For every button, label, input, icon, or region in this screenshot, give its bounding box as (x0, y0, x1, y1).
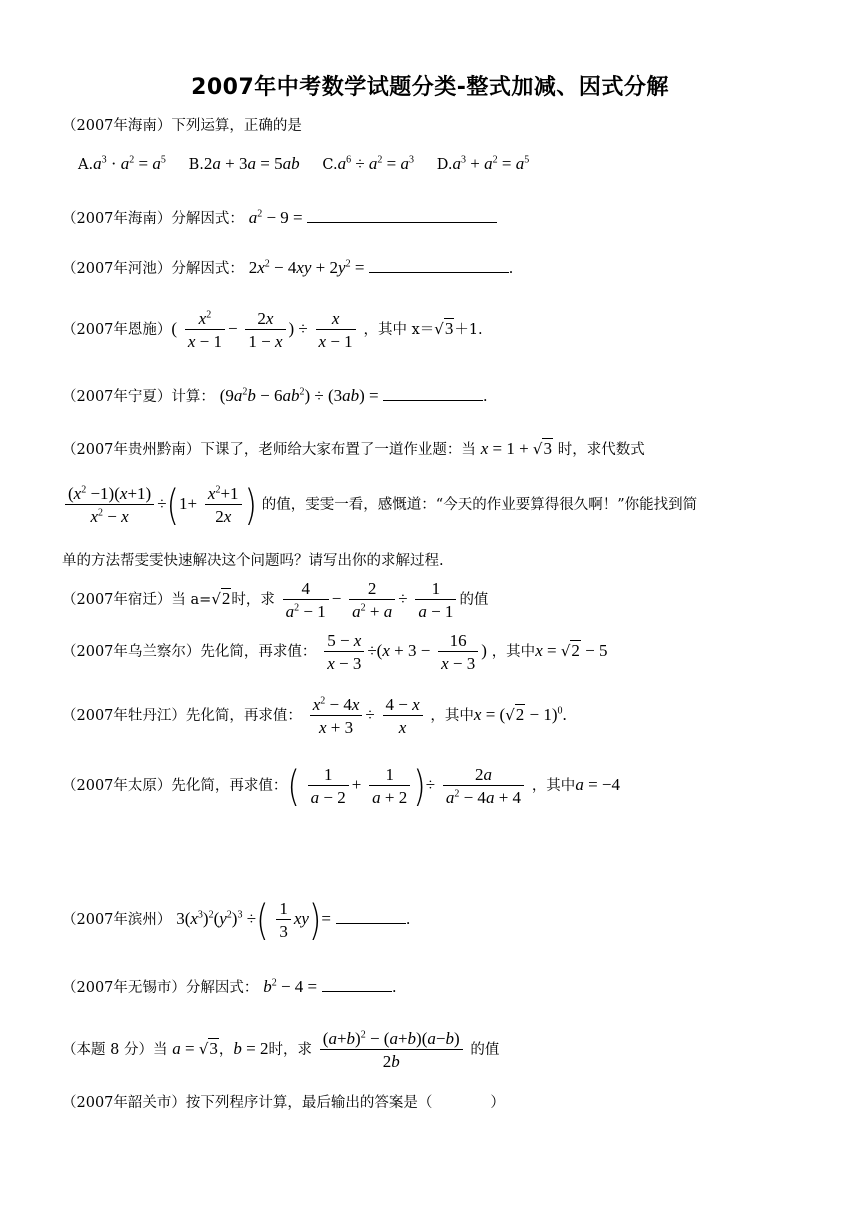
problem-3: （2007年河池）分解因式： $2x^2 - 4xy + 2y^2$ = . (62, 258, 514, 277)
answer-blank[interactable] (383, 386, 483, 401)
answer-blank[interactable] (307, 208, 497, 223)
problem-12: （2007年无锡市）分解因式： $b^2 - 4$ = . (62, 977, 397, 996)
problem-13: （本题 8 分）当 a = √3，b = 2时，求 $\frac{(a+b)^2 - (a+b)(a-b)}{2b}$ 的值 (62, 1029, 500, 1071)
page-title: 2007年中考数学试题分类-整式加减、因式分解 (191, 75, 669, 100)
problem-8: （2007年乌兰察尔）先化简，再求值： $\frac{5 - x}{x - 3}$ ÷(x + 3 − $\frac{16}{x - 3}$ ) ，其中x = √2 − 5 (62, 631, 608, 673)
problem-1-options (78, 155, 802, 173)
option-b: B.2a + 3a = 5ab (188, 154, 300, 173)
answer-blank[interactable] (336, 909, 406, 924)
problem-6-line3: 单的方法帮雯雯快速解决这个问题吗？请写出你的求解过程. (62, 553, 444, 569)
answer-blank[interactable] (322, 977, 392, 992)
problem-1-source: （2007年海南）下列运算，正确的是 (62, 118, 302, 134)
problem-14: （2007年韶关市）按下列程序计算，最后输出的答案是（ ） (62, 1095, 505, 1111)
problem-5: （2007年宁夏）计算： $(9a^2b - 6ab^2) \div (3ab)$ = . (62, 386, 488, 405)
problem-10: （2007年太原）先化简，再求值：( $\frac{1}{a - 2}$ + $\frac{1}{a + 2}$ )÷ $\frac{2a}{a^2 - 4a + 4}$ ，其中a = −4 (62, 761, 620, 811)
problem-9: （2007年牡丹江）先化简，再求值： $\frac{x^2 - 4x}{x + 3}$ ÷ $\frac{4 - x}{x}$ ，其中$x = (√2 - 1)^0$. (62, 695, 567, 737)
problem-2: （2007年海南）分解因式： $a^2 - 9$ = (62, 208, 802, 227)
option-d: $D.a^3 + a^2 = a^5$ (436, 154, 530, 173)
problem-6-expression: $\frac{(x^2 -1)(x+1)}{x^2 - x}$ ÷(1+ $\frac{x^2+1}{2x}$ ) 的值，雯雯一看，感慨道：“今天的作业要算得很久啊！”你能找到简 (62, 485, 802, 525)
problem-6: （2007年贵州黔南）下课了，老师给大家布置了一道作业题：当 x = 1 + √3 时，求代数式 (62, 439, 645, 458)
problem-4: （2007年恩施）( $\frac{x^2}{x - 1}$ − $\frac{2x}{1 - x}$ ) ÷ $\frac{x}{x - 1}$ ，其中 x＝√3＋1. (62, 309, 483, 351)
problem-7: （2007年宿迁）当 a=√2时，求 $\frac{4}{a^2 - 1}$ − $\frac{2}{a^2 + a}$ ÷ $\frac{1}{a - 1}$ 的值 (62, 579, 489, 621)
option-a: $A.a^3 \cdot a^2 = a^5$ (78, 154, 166, 173)
option-c: $C.a^6 \div a^2 = a^3$ (322, 154, 414, 173)
problem-11: （2007年滨州） $3(x^3)^2(y^2)^3$ ÷( $\frac{1}{3}$ xy)= . (62, 895, 411, 945)
answer-blank[interactable] (369, 258, 509, 273)
